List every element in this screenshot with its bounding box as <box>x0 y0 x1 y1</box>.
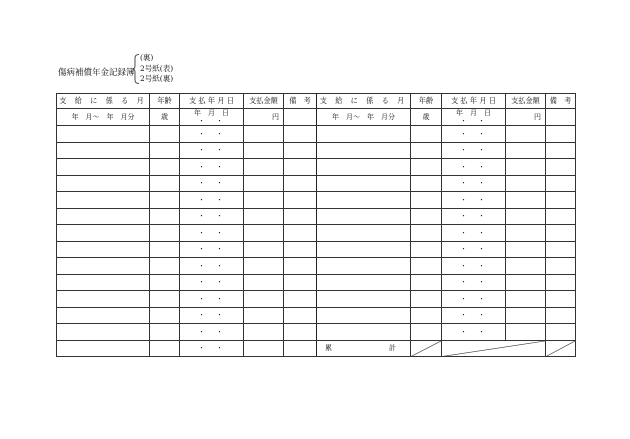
period-cell[interactable] <box>317 274 411 291</box>
period-cell[interactable] <box>57 241 150 258</box>
amount-cell[interactable] <box>506 258 546 275</box>
header-age: 年齢 <box>150 94 180 109</box>
paydate-cell[interactable]: ・ ・ <box>180 274 244 291</box>
remarks-cell[interactable] <box>546 307 576 324</box>
form-variant: (裏) <box>140 53 154 62</box>
age-cell[interactable] <box>411 307 442 324</box>
amount-cell[interactable] <box>506 324 546 341</box>
amount-cell[interactable] <box>506 208 546 225</box>
age-cell[interactable] <box>411 175 442 192</box>
period-cell[interactable] <box>317 175 411 192</box>
amount-cell[interactable]: 円 <box>244 109 284 126</box>
age-cell[interactable] <box>411 241 442 258</box>
total-label-right: 計 <box>389 344 396 353</box>
remarks-cell[interactable] <box>284 175 317 192</box>
period-cell[interactable] <box>57 126 150 143</box>
period-cell[interactable] <box>317 159 411 176</box>
remarks-cell[interactable] <box>284 241 317 258</box>
remarks-cell[interactable] <box>284 307 317 324</box>
remarks-cell[interactable] <box>284 291 317 308</box>
age-cell[interactable] <box>411 159 442 176</box>
period-cell[interactable] <box>57 307 150 324</box>
header-amount: 支払金額 <box>506 94 546 109</box>
paydate-cell[interactable]: ・ ・ <box>180 126 244 143</box>
age-cell[interactable] <box>150 175 180 192</box>
age-cell[interactable] <box>150 208 180 225</box>
remarks-cell[interactable] <box>546 109 576 126</box>
table-row <box>57 241 576 258</box>
table-row <box>57 109 576 126</box>
amount-cell[interactable] <box>244 175 284 192</box>
period-cell[interactable] <box>317 142 411 159</box>
amount-cell[interactable] <box>244 274 284 291</box>
form-variants <box>140 53 173 85</box>
amount-cell[interactable] <box>506 159 546 176</box>
paydate-dots: ・ ・ <box>460 117 487 125</box>
header-period: 支 給 に 係 る 月 <box>317 94 411 109</box>
remarks-cell[interactable] <box>284 159 317 176</box>
period-cell[interactable] <box>57 258 150 275</box>
header-remarks: 備 考 <box>546 94 576 109</box>
age-cell[interactable] <box>411 126 442 143</box>
remarks-cell[interactable] <box>546 291 576 308</box>
amount-cell[interactable] <box>244 258 284 275</box>
paydate-cell[interactable]: ・ ・ <box>442 307 506 324</box>
table-row <box>57 258 576 275</box>
remarks-cell[interactable] <box>546 225 576 242</box>
age-cell[interactable] <box>150 241 180 258</box>
remarks-cell[interactable] <box>284 225 317 242</box>
remarks-cell[interactable] <box>284 324 317 341</box>
amount-cell[interactable] <box>244 291 284 308</box>
age-cell[interactable] <box>411 208 442 225</box>
remarks-cell[interactable] <box>284 258 317 275</box>
paydate-dots: ・ ・ <box>198 117 225 125</box>
remarks-cell[interactable] <box>546 324 576 341</box>
period-cell[interactable] <box>57 324 150 341</box>
paydate-cell[interactable]: ・ ・ <box>442 142 506 159</box>
header-paydate: 支 払 年 月 日 <box>180 94 244 109</box>
total-row <box>57 340 576 357</box>
period-cell[interactable] <box>317 192 411 209</box>
paydate-cell[interactable]: ・ ・ <box>442 274 506 291</box>
table-row <box>57 307 576 324</box>
header-paydate: 支 払 年 月 日 <box>442 94 506 109</box>
remarks-cell[interactable] <box>546 208 576 225</box>
period-cell[interactable] <box>317 241 411 258</box>
table-row <box>57 208 576 225</box>
paydate-units: 年 月 日 <box>456 109 491 117</box>
amount-cell[interactable] <box>244 225 284 242</box>
age-cell[interactable] <box>150 291 180 308</box>
paydate-cell[interactable]: ・ ・ <box>442 126 506 143</box>
period-cell[interactable] <box>57 274 150 291</box>
paydate-cell[interactable]: ・ ・ <box>442 192 506 209</box>
period-cell[interactable] <box>57 225 150 242</box>
age-cell[interactable] <box>411 324 442 341</box>
table-row <box>57 192 576 209</box>
total-label-cell <box>317 340 411 357</box>
period-cell[interactable] <box>57 340 150 357</box>
age-cell[interactable] <box>411 274 442 291</box>
amount-cell[interactable]: 円 <box>506 109 546 126</box>
age-cell[interactable] <box>150 192 180 209</box>
form-variant: 2号紙(裏) <box>140 74 174 83</box>
total-age-crossed-cell <box>411 340 442 357</box>
remarks-cell[interactable] <box>546 175 576 192</box>
paydate-cell[interactable]: ・ ・ <box>442 225 506 242</box>
remarks-cell[interactable] <box>546 241 576 258</box>
paydate-cell[interactable]: ・ ・ <box>442 258 506 275</box>
age-cell[interactable]: 歳 <box>411 109 442 126</box>
paydate-cell[interactable]: ・ ・ <box>180 340 244 357</box>
paydate-cell[interactable]: ・ ・ <box>180 208 244 225</box>
table-row <box>57 126 576 143</box>
period-cell[interactable] <box>57 175 150 192</box>
table-row <box>57 324 576 341</box>
age-cell[interactable] <box>150 274 180 291</box>
remarks-cell[interactable] <box>284 274 317 291</box>
period-cell[interactable]: 年 月～ 年 月分 <box>57 109 150 126</box>
period-cell[interactable] <box>317 126 411 143</box>
amount-cell[interactable] <box>244 241 284 258</box>
brace-icon <box>132 54 140 84</box>
paydate-cell[interactable]: ・ ・ <box>180 241 244 258</box>
period-cell[interactable] <box>57 142 150 159</box>
table-row <box>57 142 576 159</box>
age-cell[interactable] <box>411 291 442 308</box>
period-cell[interactable] <box>317 258 411 275</box>
amount-cell[interactable] <box>244 126 284 143</box>
age-cell[interactable] <box>150 307 180 324</box>
total-paydate-crossed-cell <box>442 340 546 357</box>
ledger-table <box>56 93 576 357</box>
period-cell[interactable] <box>317 307 411 324</box>
period-cell[interactable] <box>317 208 411 225</box>
form-variant: 2号紙(表) <box>140 63 174 73</box>
total-remarks-crossed-cell <box>546 340 576 357</box>
amount-cell[interactable] <box>244 340 284 357</box>
table-row <box>57 159 576 176</box>
period-cell[interactable] <box>317 291 411 308</box>
remarks-cell[interactable] <box>546 126 576 143</box>
amount-cell[interactable] <box>506 175 546 192</box>
age-cell[interactable] <box>150 340 180 357</box>
header-period: 支 給 に 係 る 月 <box>57 94 150 109</box>
paydate-cell[interactable]: ・ ・ <box>180 291 244 308</box>
paydate-cell[interactable] <box>180 109 244 126</box>
period-cell[interactable] <box>57 192 150 209</box>
amount-cell[interactable] <box>506 307 546 324</box>
paydate-cell[interactable] <box>442 109 506 126</box>
age-cell[interactable] <box>150 126 180 143</box>
form-title: 傷病補償年金記録簿 <box>58 68 135 78</box>
remarks-cell[interactable] <box>284 109 317 126</box>
paydate-cell[interactable]: ・ ・ <box>442 324 506 341</box>
header-remarks: 備 考 <box>284 94 317 109</box>
amount-cell[interactable] <box>244 307 284 324</box>
table-row <box>57 175 576 192</box>
header-amount: 支払金額 <box>244 94 284 109</box>
paydate-cell[interactable]: ・ ・ <box>180 159 244 176</box>
amount-cell[interactable] <box>506 192 546 209</box>
paydate-cell[interactable]: ・ ・ <box>442 291 506 308</box>
period-cell[interactable] <box>57 159 150 176</box>
remarks-cell[interactable] <box>546 258 576 275</box>
paydate-cell[interactable]: ・ ・ <box>180 307 244 324</box>
age-cell[interactable] <box>150 225 180 242</box>
age-cell[interactable] <box>150 324 180 341</box>
amount-cell[interactable] <box>506 126 546 143</box>
amount-cell[interactable] <box>244 324 284 341</box>
age-cell[interactable]: 歳 <box>150 109 180 126</box>
remarks-cell[interactable] <box>546 142 576 159</box>
paydate-cell[interactable]: ・ ・ <box>180 192 244 209</box>
age-cell[interactable] <box>411 258 442 275</box>
age-cell[interactable] <box>411 225 442 242</box>
paydate-cell[interactable]: ・ ・ <box>180 142 244 159</box>
amount-cell[interactable] <box>244 192 284 209</box>
remarks-cell[interactable] <box>284 340 317 357</box>
paydate-units: 年 月 日 <box>194 109 229 117</box>
age-cell[interactable] <box>150 142 180 159</box>
age-cell[interactable] <box>150 159 180 176</box>
paydate-cell[interactable]: ・ ・ <box>180 175 244 192</box>
age-cell[interactable] <box>150 258 180 275</box>
amount-cell[interactable] <box>244 208 284 225</box>
age-cell[interactable] <box>411 142 442 159</box>
table-row <box>57 291 576 308</box>
period-cell[interactable] <box>57 208 150 225</box>
paydate-cell[interactable]: ・ ・ <box>442 241 506 258</box>
period-cell[interactable]: 年 月～ 年 月分 <box>317 109 411 126</box>
remarks-cell[interactable] <box>284 208 317 225</box>
table-row <box>57 274 576 291</box>
table-row <box>57 225 576 242</box>
amount-cell[interactable] <box>506 291 546 308</box>
amount-cell[interactable] <box>244 159 284 176</box>
amount-cell[interactable] <box>244 142 284 159</box>
remarks-cell[interactable] <box>284 142 317 159</box>
amount-cell[interactable] <box>506 274 546 291</box>
remarks-cell[interactable] <box>546 274 576 291</box>
paydate-cell[interactable]: ・ ・ <box>442 175 506 192</box>
header-row <box>57 94 576 109</box>
amount-cell[interactable] <box>506 241 546 258</box>
total-label-left: 累 <box>325 344 332 353</box>
period-cell[interactable] <box>317 324 411 341</box>
amount-cell[interactable] <box>506 225 546 242</box>
paydate-cell[interactable]: ・ ・ <box>180 258 244 275</box>
amount-cell[interactable] <box>506 142 546 159</box>
paydate-cell[interactable]: ・ ・ <box>442 208 506 225</box>
period-cell[interactable] <box>57 291 150 308</box>
remarks-cell[interactable] <box>546 192 576 209</box>
age-cell[interactable] <box>411 192 442 209</box>
remarks-cell[interactable] <box>546 159 576 176</box>
period-cell[interactable] <box>317 225 411 242</box>
header-age: 年齢 <box>411 94 442 109</box>
remarks-cell[interactable] <box>284 192 317 209</box>
paydate-cell[interactable]: ・ ・ <box>442 159 506 176</box>
paydate-cell[interactable]: ・ ・ <box>180 225 244 242</box>
remarks-cell[interactable] <box>284 126 317 143</box>
paydate-cell[interactable]: ・ ・ <box>180 324 244 341</box>
